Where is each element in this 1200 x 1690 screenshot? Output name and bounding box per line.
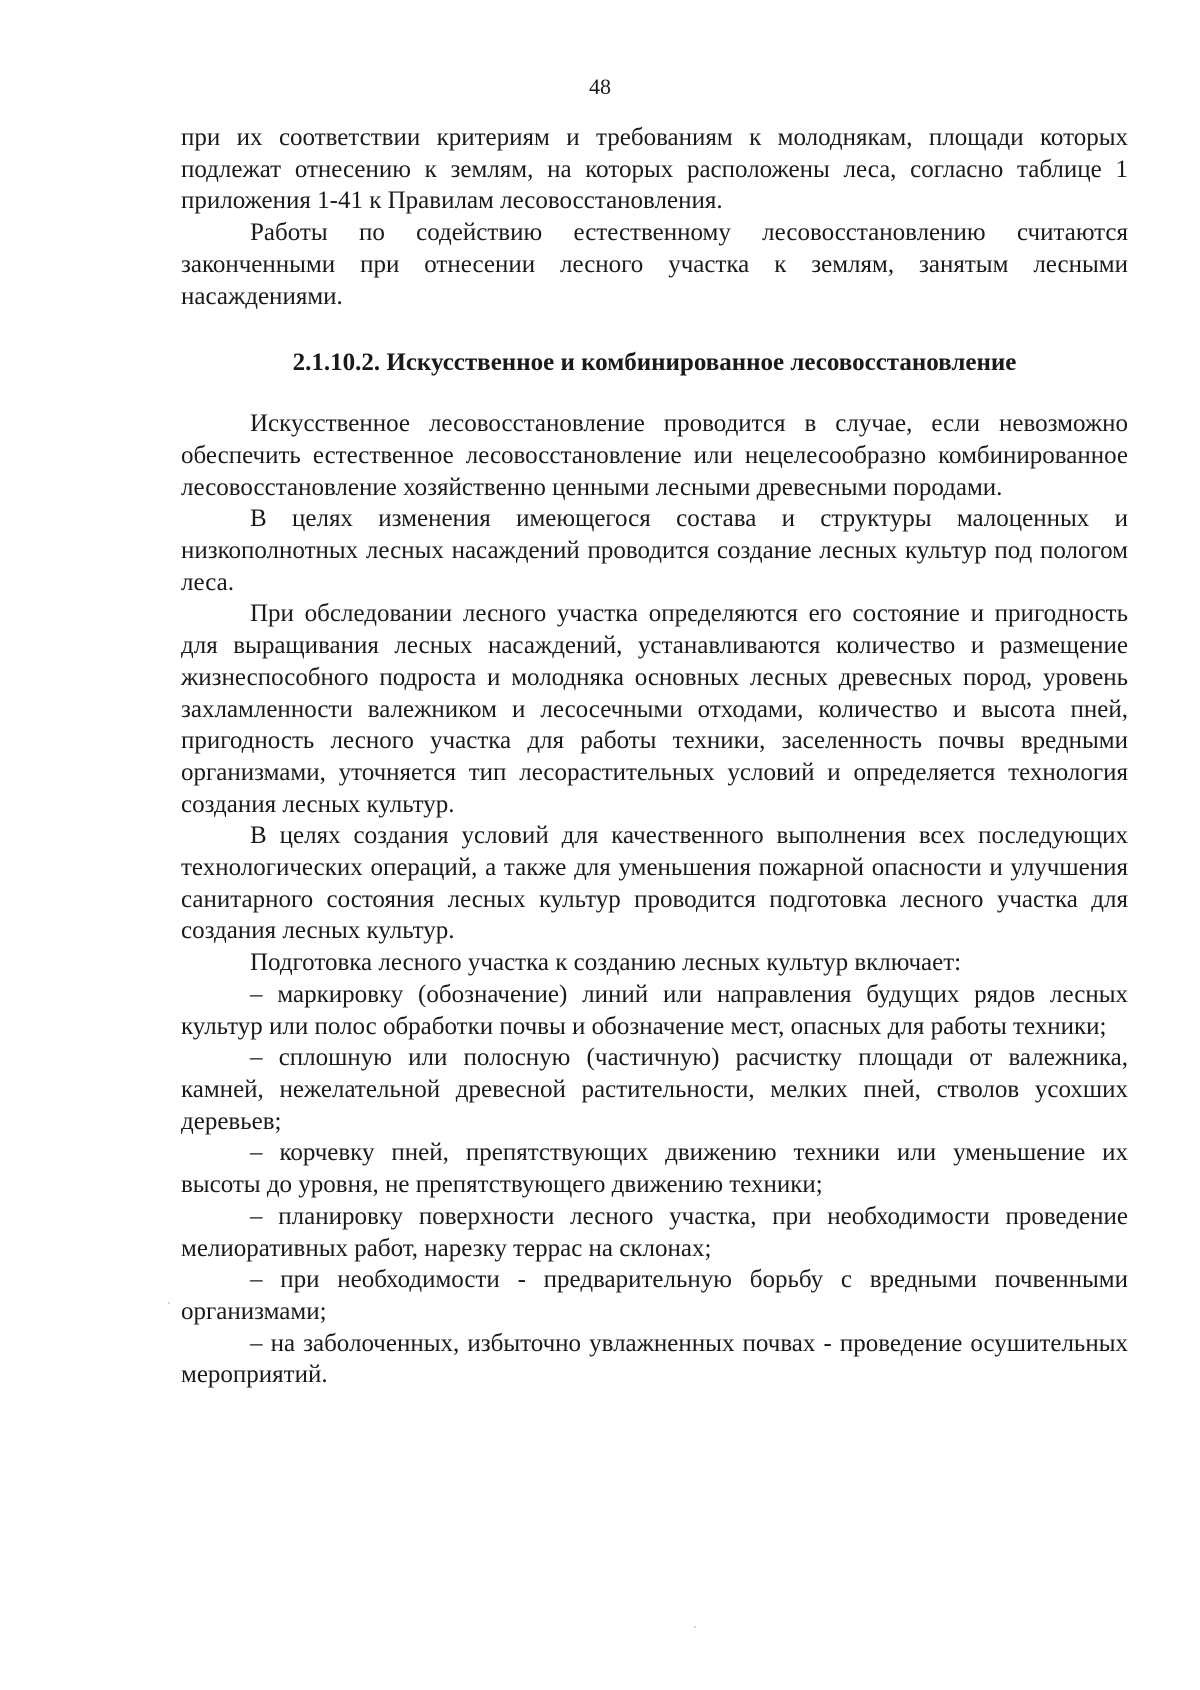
paragraph: Подготовка лесного участка к созданию лесных культур включает:	[250, 949, 962, 977]
paragraph: Работы по содействию естественному лесовосстановлению считаются законченными при отнесении лесного участка к землям, занятым лесными насаждениями.	[181, 219, 1128, 310]
paragraph: Искусственное лесовосстановление проводится в случае, если невозможно обеспечить естественное лесовосстановление или нецелесообразно комбинированное лесовосстановление хозяйственно ценными лесными древесными породами.	[181, 410, 1128, 501]
list-item: – маркировку (обозначение) линий или направления будущих рядов лесных культур или полос обработки почвы и обозначение мест, опасных для работы техники;	[181, 980, 1128, 1040]
document-body	[181, 122, 1128, 1391]
list-item: – сплошную или полосную (частичную) расчистку площади от валежника, камней, нежелательной древесной растительности, мелких пней, стволов усохших деревьев;	[181, 1044, 1128, 1135]
paragraph: В целях изменения имеющегося состава и структуры малоценных и низкополнотных лесных насаждений проводится создание лесных культур под пологом леса.	[181, 505, 1128, 596]
list-item: – на заболоченных, избыточно увлажненных почвах - проведение осушительных мероприятий.	[181, 1329, 1128, 1389]
paragraph: В целях создания условий для качественного выполнения всех последующих технологических операций, а также для уменьшения пожарной опасности и улучшения санитарного состояния лесных культур проводится подготовка лесного участка для создания лесных культур.	[181, 822, 1128, 945]
scan-speck	[168, 1302, 170, 1304]
list-item: – планировку поверхности лесного участка, при необходимости проведение мелиоративных работ, нарезку террас на склонах;	[181, 1202, 1128, 1262]
list-item: – при необходимости - предварительную борьбу с вредными почвенными организмами;	[181, 1266, 1128, 1325]
paragraph-continuation: при их соответствии критериям и требованиям к молоднякам, площади которых подлежат отнесению к землям, на которых расположены леса, согласно таблице 1 приложения 1-41 к Правилам лесовосстановления.	[181, 124, 1128, 215]
scan-speck	[694, 1626, 696, 1628]
list-item: – корчевку пней, препятствующих движению техники или уменьшение их высоты до уровня, не препятствующего движению техники;	[181, 1139, 1128, 1199]
paragraph: При обследовании лесного участка определяются его состояние и пригодность для выращивания лесных насаждений, устанавливаются количество и размещение жизнеспособного подроста и молодняка основных лесных древесных пород, уровень захламленности валежником и лесосечными отходами, количество и высота пней, пригодность лесного участка для работы техники, заселенность почвы вредными организмами, уточняется тип лесорастительных условий и определяется технология создания лесных культур.	[181, 600, 1128, 818]
page-number: 48	[589, 74, 611, 99]
section-heading: 2.1.10.2. Искусственное и комбинированное лесовосстановление	[292, 349, 1017, 377]
